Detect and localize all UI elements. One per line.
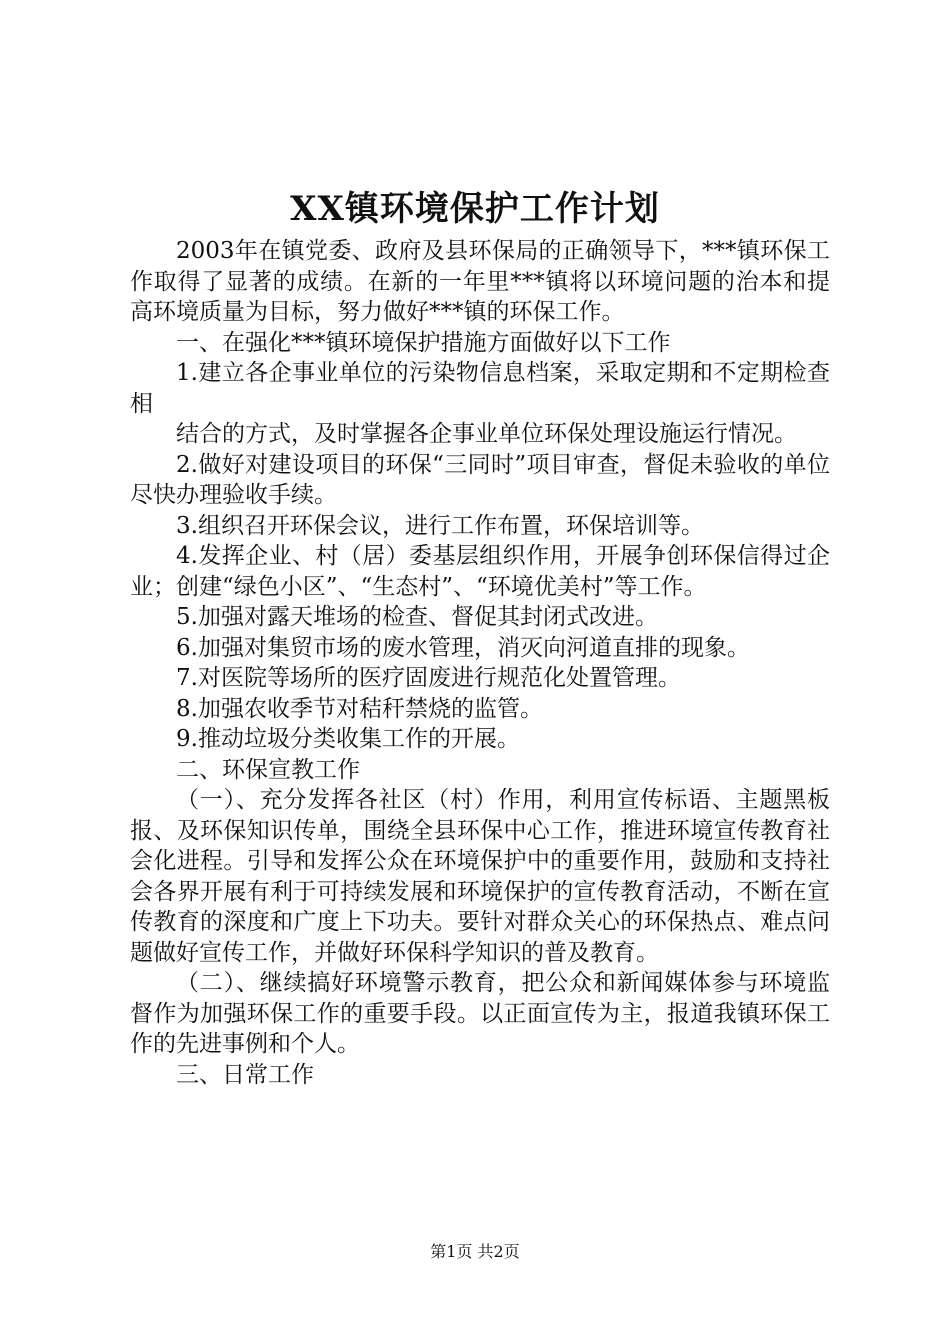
section-heading-1: 一、在强化***镇环境保护措施方面做好以下工作 <box>176 329 671 356</box>
list-item-3: 3.组织召开环保会议，进行工作布置，环保培训等。 <box>176 512 704 539</box>
document-title: XX镇环境保护工作计划 <box>290 189 660 229</box>
section-heading-2: 二、环保宣教工作 <box>176 756 360 783</box>
paragraph-publicity-2: （二）、继续搞好环境警示教育，把公众和新闻媒体参与环境监督作为加强环保工作的重要手段。以正面宣传为主，报道我镇环保工作的先进事例和个人。 <box>130 970 830 1057</box>
list-item-5: 5.加强对露天堆场的检查、督促其封闭式改进。 <box>176 604 658 630</box>
list-item-1: 1.建立各企事业单位的污染物信息档案，采取定期和不定期检查相 <box>130 360 830 417</box>
list-item-8: 8.加强农收季节对秸秆禁烧的监管。 <box>176 695 543 722</box>
list-item-4: 4.发挥企业、村（居）委基层组织作用，开展争创环保信得过企业；创建“绿色小区”、“生态村”、“环境优美村”等工作。 <box>130 543 830 600</box>
page-footer: 第1页 共2页 <box>430 1242 520 1261</box>
list-item-6: 6.加强对集贸市场的废水管理，消灭向河道直排的现象。 <box>176 634 750 661</box>
list-item-2: 2.做好对建设项目的环保“三同时”项目审查，督促未验收的单位尽快办理验收手续。 <box>130 451 830 508</box>
list-item-1-continued: 结合的方式，及时掌握各企事业单位环保处理设施运行情况。 <box>176 421 797 447</box>
list-item-9: 9.推动垃圾分类收集工作的开展。 <box>176 726 520 752</box>
section-heading-3: 三、日常工作 <box>176 1061 314 1088</box>
paragraph-publicity-1: （一）、充分发挥各社区（村）作用，利用宣传标语、主题黑板报、及环保知识传单，围绕全县环保中心工作，推进环境宣传教育社会化进程。引导和发挥公众在环境保护中的重要作用，鼓励和支持社会各界开展有利于可持续发展和环境保护的宣传教育活动，不断在宣传教育的深度和广度上下功夫。要针对群众关心的环保热点、难点问题做好宣传工作，并做好环保科学知识的普及教育。 <box>130 787 830 966</box>
paragraph-intro: 2003年在镇党委、政府及县环保局的正确领导下，***镇环保工作取得了显著的成绩。在新的一年里***镇将以环境问题的治本和提高环境质量为目标，努力做好***镇的环保工作。 <box>130 238 830 325</box>
list-item-7: 7.对医院等场所的医疗固废进行规范化处置管理。 <box>176 665 681 691</box>
document-body <box>130 236 830 1090</box>
